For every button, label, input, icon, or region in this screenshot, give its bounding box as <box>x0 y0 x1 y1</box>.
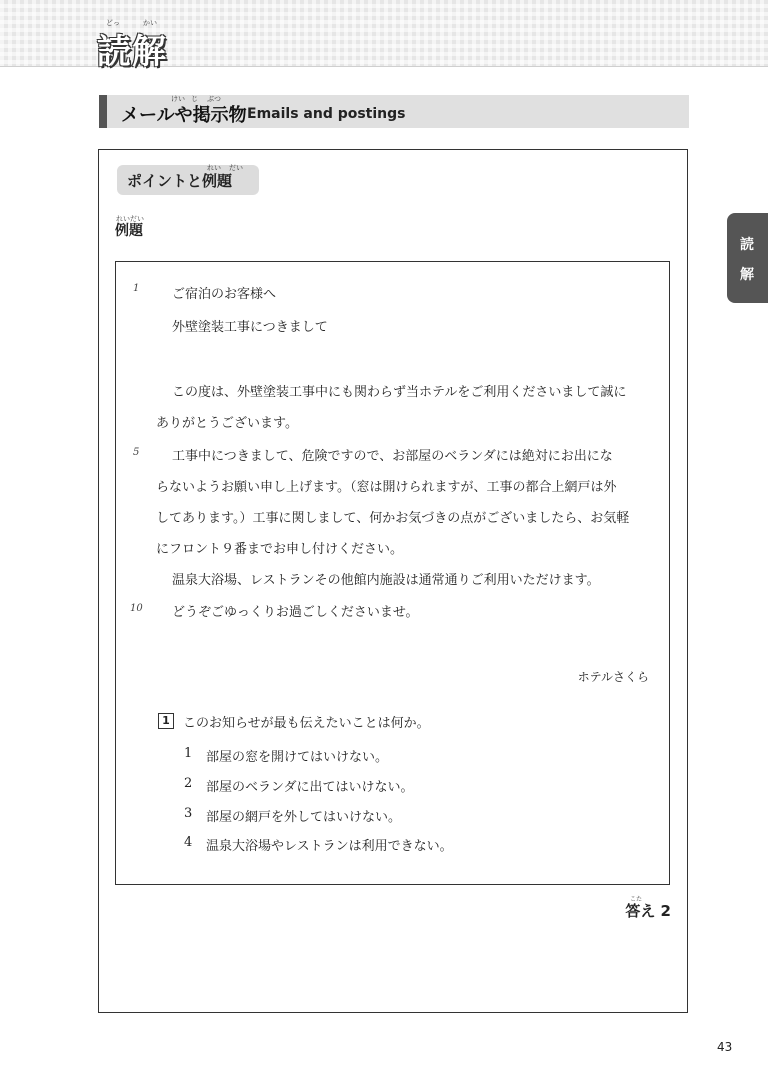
option-text: 部屋の窓を開けてはいけない。 <box>206 750 389 765</box>
page-number: 43 <box>717 1040 733 1054</box>
notice-text: 工事中につきまして、危険ですので、お部屋のベランダには絶対にお出にな <box>172 449 613 464</box>
notice-text: らないようお願い申し上げます。（窓は開けられますが、工事の都合上網戸は外 <box>156 480 617 495</box>
option-text: 温泉大浴場やレストランは利用できない。 <box>206 839 453 854</box>
line-number: 5 <box>133 447 140 458</box>
chapter-ruby-2: かい <box>143 19 157 27</box>
answer-label: 答え 2 <box>625 902 671 920</box>
section-title-en: Emails and postings <box>247 106 406 122</box>
option-text: 部屋のベランダに出てはいけない。 <box>206 780 414 795</box>
point-ruby-b: だい <box>229 164 243 172</box>
side-tab-char-1: 読 <box>740 237 754 253</box>
question-text: このお知らせが最も伝えたいことは何か。 <box>183 716 430 731</box>
notice-text: 温泉大浴場、レストランその他館内施設は通常通りご利用いただけます。 <box>172 573 600 588</box>
option-number: 1 <box>184 746 193 761</box>
notice-frame <box>115 261 670 885</box>
example-ruby-b: だい <box>130 215 144 223</box>
notice-text: にフロント９番までお申し付けください。 <box>156 542 404 557</box>
section-ruby-c: ぶつ <box>207 95 221 103</box>
example-label: 例題 <box>115 223 143 239</box>
option-number: 4 <box>184 835 193 850</box>
chapter-title: 読解 <box>97 32 167 72</box>
answer-ruby: こた <box>629 896 642 903</box>
point-label: ポイントと例題 <box>127 172 233 190</box>
notice-text: してあります。）工事に関しまして、何かお気づきの点がございましたら、お気軽 <box>156 511 630 526</box>
chapter-ruby-1: どっ <box>106 19 120 27</box>
option-text: 部屋の網戸を外してはいけない。 <box>206 810 402 825</box>
notice-text: どうぞごゆっくりお過ごしくださいませ。 <box>172 605 419 620</box>
section-bar <box>99 95 689 128</box>
outer-frame <box>98 149 688 1013</box>
notice-signature: ホテルさくら <box>577 670 649 684</box>
notice-text: ありがとうございます。 <box>156 416 298 431</box>
section-ruby-a: けい <box>171 95 185 103</box>
line-number: 1 <box>133 283 140 294</box>
side-tab-char-2: 解 <box>740 267 754 283</box>
section-title-jp: メールや掲示物 <box>121 105 247 126</box>
notice-greeting: ご宿泊のお客様へ <box>172 287 277 302</box>
point-ruby-a: れい <box>207 164 221 172</box>
point-tag <box>117 165 259 195</box>
section-ruby-b: じ <box>191 95 198 103</box>
example-ruby-a: れい <box>116 215 130 223</box>
line-number: 10 <box>130 603 143 614</box>
notice-text: この度は、外壁塗装工事中にも関わらず当ホテルをご利用くださいまして誠に <box>172 385 627 400</box>
side-tab <box>727 213 768 303</box>
option-number: 3 <box>184 806 193 821</box>
option-number: 2 <box>184 776 193 791</box>
notice-subject: 外壁塗装工事につきまして <box>172 320 328 335</box>
question-number: 1 <box>158 713 174 729</box>
